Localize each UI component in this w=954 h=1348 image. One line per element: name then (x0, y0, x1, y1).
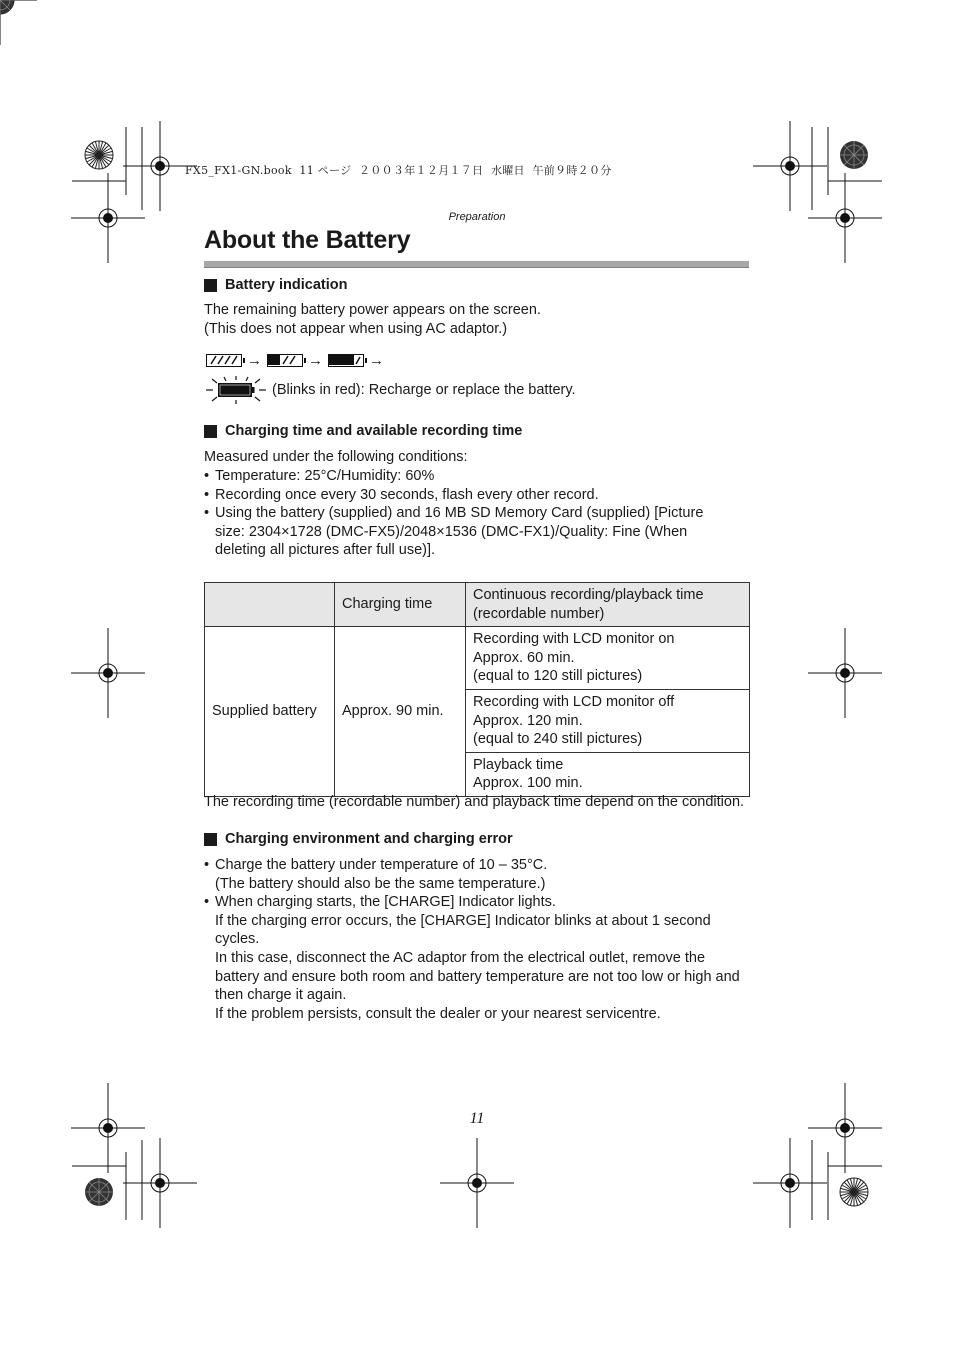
list-item: • Using the battery (supplied) and 16 MB SD Memory Card (supplied) [Picture size: 2304×1728 (DMC-FX5)/2048×1536 (DMC-FX1)/Quality: Fine (When deleting all pictures after full use)]. (204, 504, 724, 560)
battery-level-sequence (206, 352, 389, 370)
square-bullet-icon (204, 425, 217, 438)
list-item: • Recording once every 30 seconds, flash every other record. (204, 486, 724, 505)
table-cell (466, 752, 750, 796)
table-header-cell: Charging time (335, 583, 466, 627)
cell-line: Approx. 120 min. (473, 712, 583, 729)
table-header-cell (466, 583, 750, 627)
conditions-intro: Measured under the following conditions: (204, 449, 468, 465)
text-line: If the problem persists, consult the dealer or your nearest servicentre. (215, 1005, 661, 1022)
text-line: • Charge the battery under temperature of 10 – 35°C. (215, 857, 548, 873)
battery-indication-text (204, 301, 541, 339)
table-note: The recording time (recordable number) and playback time depend on the condition. (204, 794, 745, 810)
charging-time-heading (204, 423, 522, 439)
cell-line: (equal to 240 still pictures) (473, 731, 643, 748)
square-bullet-icon (204, 279, 217, 292)
page-title: About the Battery (204, 226, 411, 254)
battery-full-icon (206, 354, 242, 367)
cell-line: Continuous recording/playback time (473, 587, 704, 603)
cell-line: (equal to 120 still pictures) (473, 668, 643, 685)
list-item: • Temperature: 25°C/Humidity: 60% (204, 467, 724, 486)
list-item (204, 893, 752, 1023)
arrow-icon: → (247, 352, 262, 370)
text-line: (This does not appear when using AC adaptor.) (204, 320, 508, 337)
arrow-icon: → (369, 352, 384, 370)
charging-environment-list (204, 856, 752, 1023)
cell-line: Playback time (473, 756, 564, 773)
battery-medium-icon (267, 354, 303, 367)
cell-line: Recording with LCD monitor on (473, 631, 675, 648)
cell-line: Recording with LCD monitor off (473, 693, 675, 710)
page-number: 11 (469, 1110, 485, 1127)
text-line: The remaining battery power appears on the screen. (204, 302, 541, 318)
cell-line: Approx. 100 min. (473, 775, 583, 792)
battery-empty-blinking-icon (204, 376, 268, 404)
cell-line: Approx. 60 min. (473, 649, 575, 666)
charging-environment-heading (204, 831, 513, 847)
table-header-row (205, 583, 750, 627)
conditions-list (204, 467, 724, 560)
square-bullet-icon (204, 833, 217, 846)
text-line: • When charging starts, the [CHARGE] Indicator lights. (215, 894, 556, 911)
cell-line: (recordable number) (473, 605, 605, 622)
text-line: (The battery should also be the same temperature.) (215, 875, 546, 892)
battery-indication-heading (204, 277, 347, 293)
print-header: FX5_FX1-GN.book 11 ページ ２００３年１２月１７日 水曜日 午前９時２０分 (185, 164, 612, 177)
table-cell (466, 627, 750, 690)
text-line: If the charging error occurs, the [CHARGE] Indicator blinks at about 1 second cycles. (215, 912, 711, 948)
text-line: In this case, disconnect the AC adaptor from the electrical outlet, remove the battery and ensure both room and battery temperature are not too low or high and then charge it again. (215, 949, 740, 1004)
heading-text: Battery indication (225, 277, 348, 293)
row-label-cell: Supplied battery (205, 627, 335, 797)
blink-description: (Blinks in red): Recharge or replace the battery. (272, 382, 576, 398)
section-label: Preparation (448, 211, 506, 223)
table-row (205, 627, 750, 690)
heading-text: Charging environment and charging error (225, 831, 513, 847)
list-item (204, 856, 752, 893)
table-header-cell (205, 583, 335, 627)
heading-text: Charging time and available recording time (225, 423, 523, 439)
battery-time-table (204, 582, 750, 797)
battery-low-icon (328, 354, 364, 367)
battery-empty-row (204, 376, 576, 404)
table-cell (466, 689, 750, 752)
title-rule (204, 261, 749, 268)
arrow-icon: → (308, 352, 323, 370)
charging-time-cell: Approx. 90 min. (335, 627, 466, 797)
